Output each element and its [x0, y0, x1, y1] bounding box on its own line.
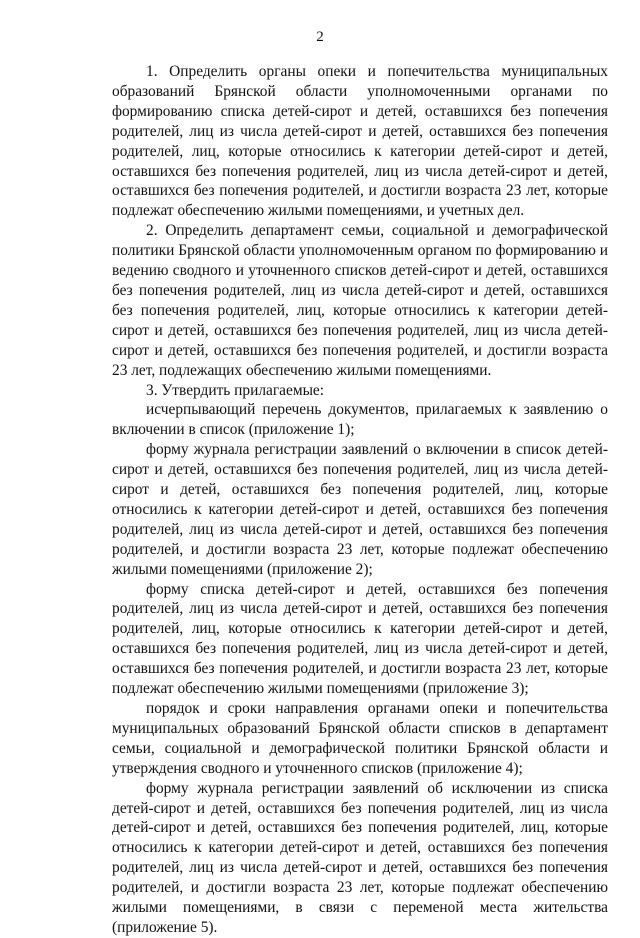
list-item-3: форму списка детей-сирот и детей, оставшихся без попечения родителей, лиц из числа детей-сирот и детей, оставшихся без попечения родителей, лиц, которые относились к категории детей-сирот и детей, оставшихся без попечения родителей, лиц из числа детей-сирот и детей, оставшихся без попечения родителей, и достигли возраста 23 лет, которые подлежат обеспечению жилыми помещениями (приложение 3);: [112, 580, 608, 698]
list-item-2: форму журнала регистрации заявлений о включении в список детей-сирот и детей, оставшихся без попечения родителей, лиц из числа детей-сирот и детей, оставшихся без попечения родителей, лиц, которые относились к категории детей-сирот и детей, оставшихся без попечения родителей, лиц из числа детей-сирот и детей, оставшихся без попечения родителей, и достигли возраста 23 лет, которые подлежат обеспечению жилыми помещениями (приложение 2);: [112, 441, 608, 578]
document-body: [112, 62, 608, 938]
paragraph-1: 1. Определить органы опеки и попечительства муниципальных образований Брянской области уполномоченными органами по формированию списка детей-сирот и детей, оставшихся без попечения родителей, лиц из числа детей-сирот и детей, оставшихся без попечения родителей, лиц, которые относились к категории детей-сирот и детей, оставшихся без попечения родителей, лиц из числа детей-сирот и детей, оставшихся без попечения родителей, и достигли возраста 23 лет, которые подлежат обеспечению жилыми помещениями, и учетных дел.: [112, 63, 608, 220]
list-item-1: исчерпывающий перечень документов, прилагаемых к заявлению о включении в список (приложение 1);: [112, 401, 608, 439]
page-number: 2: [316, 29, 324, 45]
list-item-4: порядок и сроки направления органами опеки и попечительства муниципальных образований Брянской области списков в департамент семьи, социальной и демографической политики Брянской области и утверждения сводного и уточненного списков (приложение 4);: [112, 700, 608, 777]
paragraph-2: 2. Определить департамент семьи, социальной и демографической политики Брянской области уполномоченным органом по формированию и ведению сводного и уточненного списков детей-сирот и детей, оставшихся без попечения родителей, лиц из числа детей-сирот и детей, оставшихся без попечения родителей, лиц, которые относились к категории детей-сирот и детей, оставшихся без попечения родителей, лиц из числа детей-сирот и детей, оставшихся без попечения родителей, и достигли возраста 23 лет, подлежащих обеспечению жилыми помещениями.: [112, 222, 608, 379]
list-item-5: форму журнала регистрации заявлений об исключении из списка детей-сирот и детей, оставшихся без попечения родителей, лиц из числа детей-сирот и детей, оставшихся без попечения родителей, лиц, которые относились к категории детей-сирот и детей, оставшихся без попечения родителей, лиц из числа детей-сирот и детей, оставшихся без попечения родителей, и достигли возраста 23 лет, которые подлежат обеспечению жилыми помещениями, в связи с переменой места жительства (приложение 5).: [112, 779, 608, 936]
paragraph-3: 3. Утвердить прилагаемые:: [146, 381, 325, 399]
